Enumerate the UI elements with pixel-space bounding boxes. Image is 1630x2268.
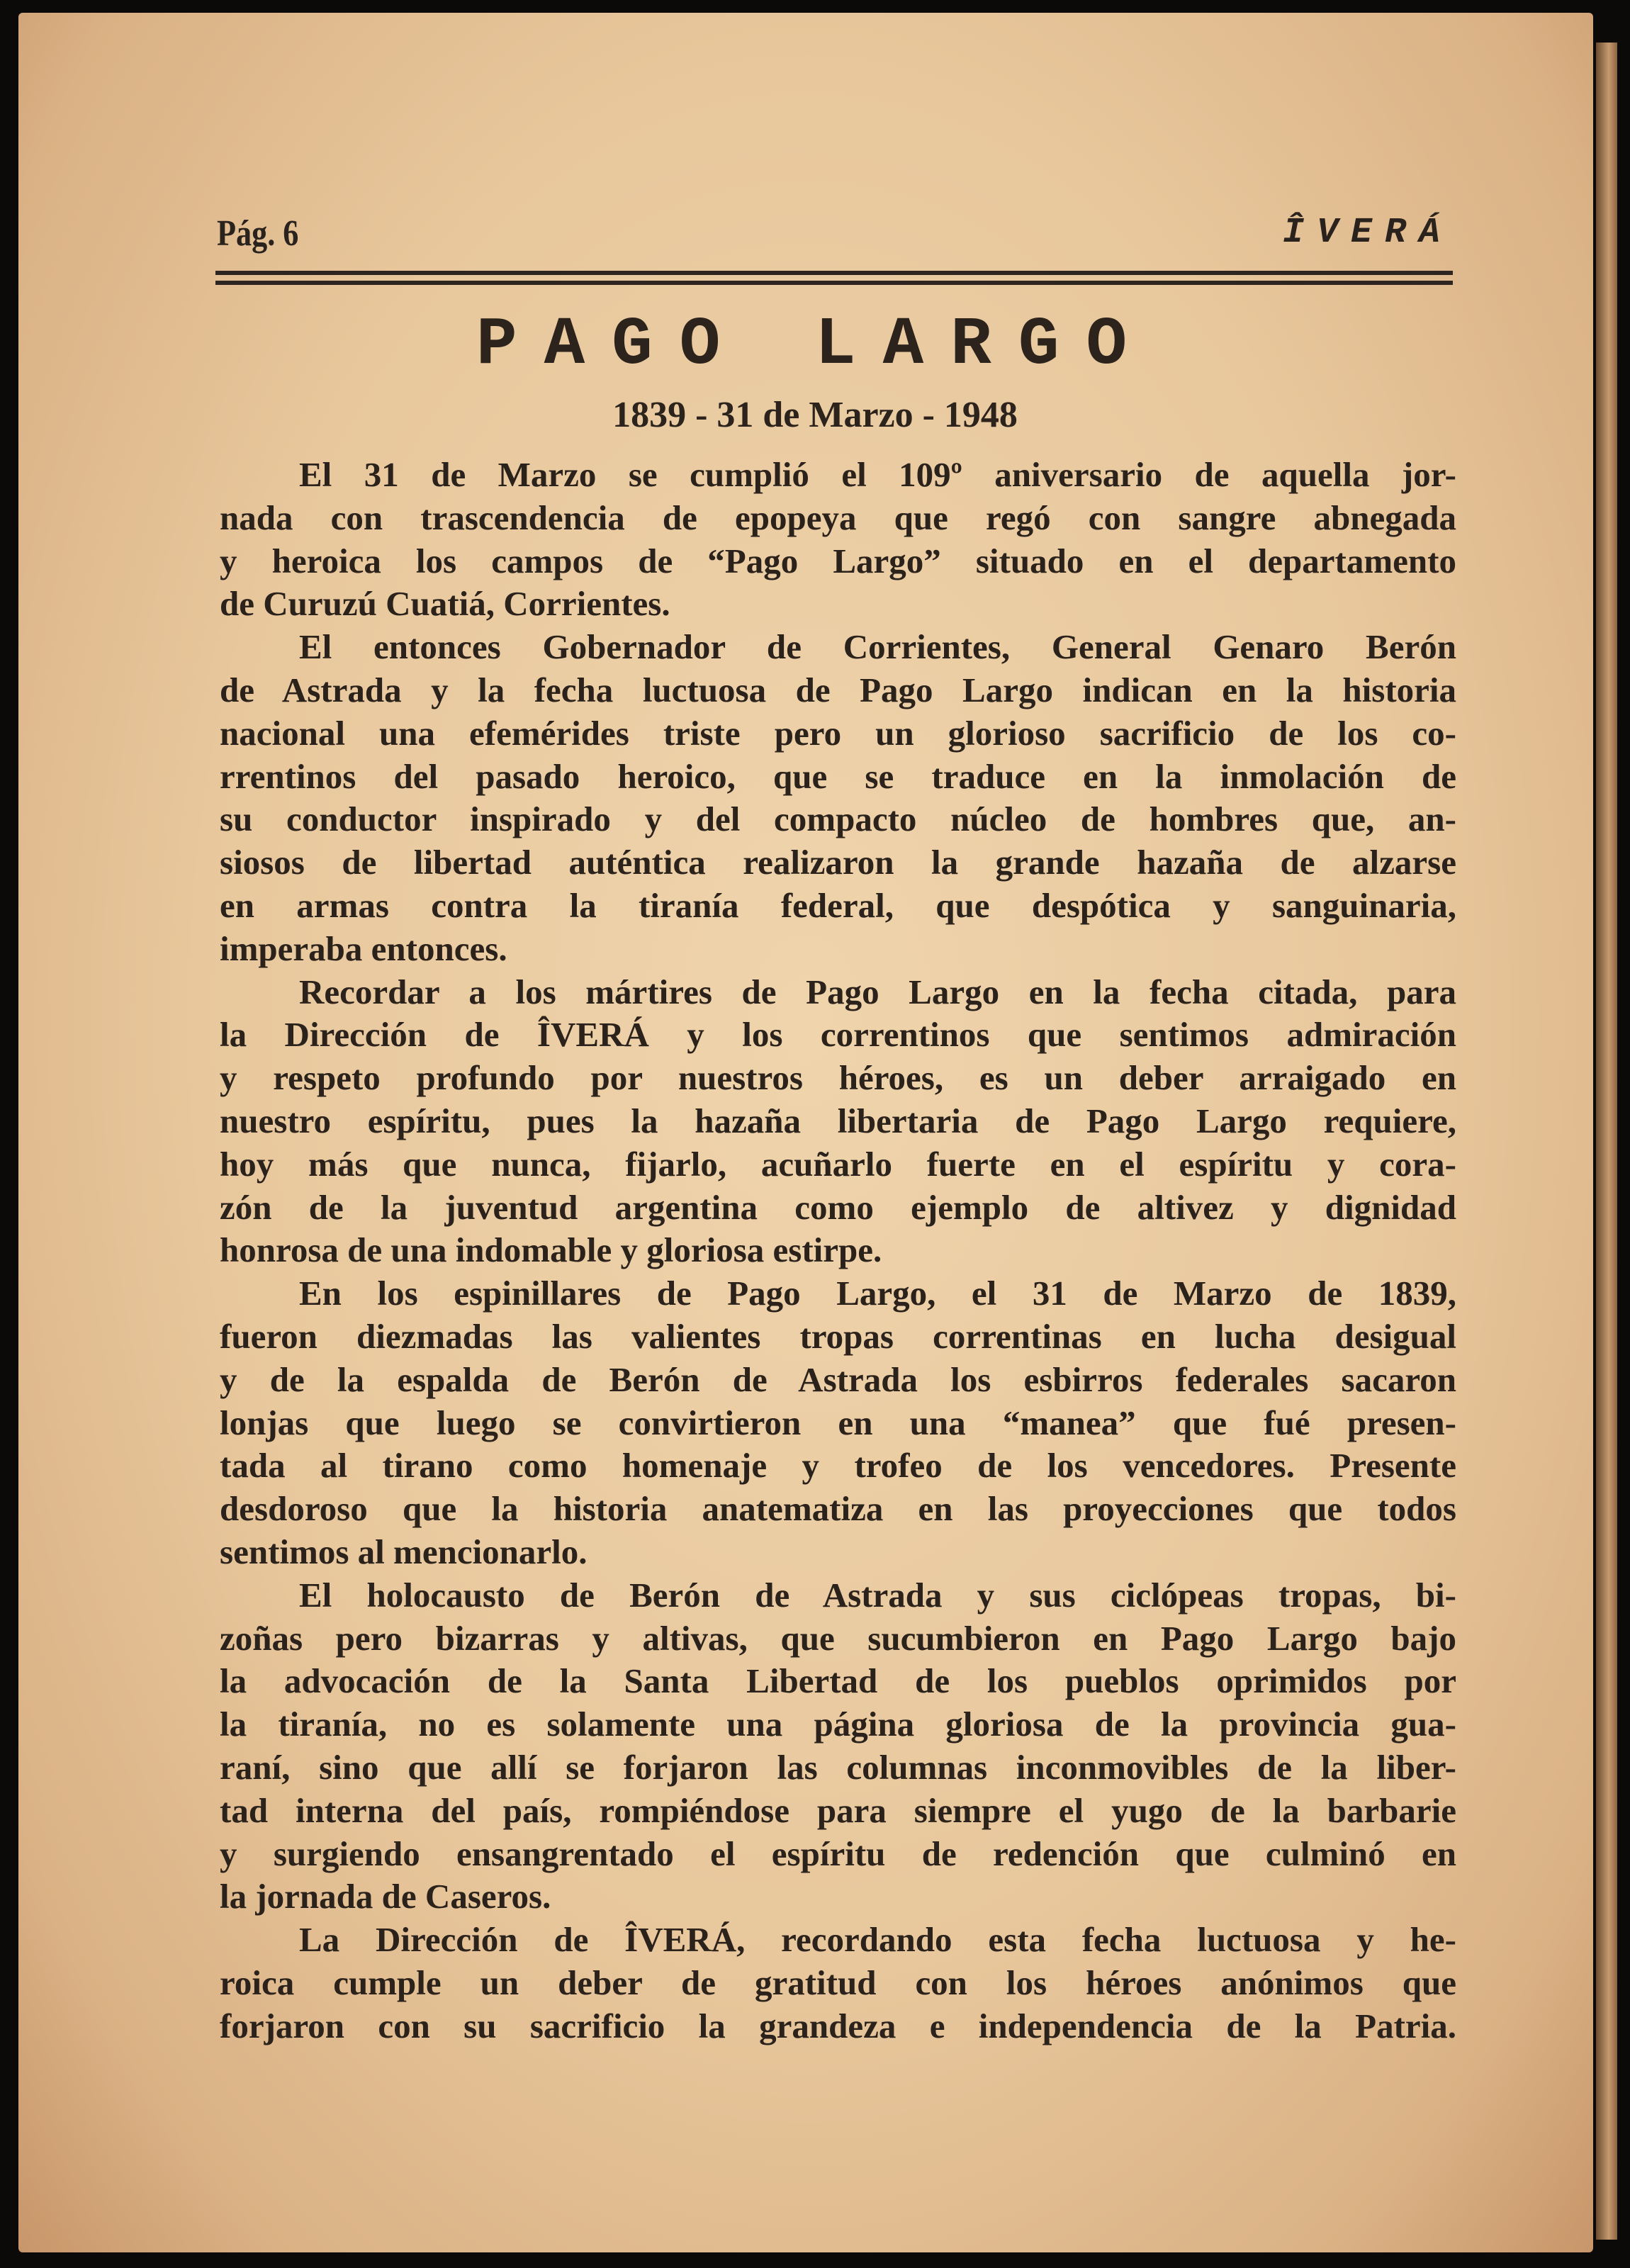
text-line: tad interna del país, rompiéndose para siempre el yugo de la barbarie <box>220 1790 1456 1830</box>
paragraph <box>220 1574 1456 1919</box>
text-line: y heroica los campos de “Pago Largo” situado en el departamento <box>220 541 1456 580</box>
text-line: nuestro espíritu, pues la hazaña libertaria de Pago Largo requiere, <box>220 1101 1456 1140</box>
text-line: nada con trascendencia de epopeya que regó con sangre abnegada <box>220 498 1456 537</box>
text-line: El holocausto de Berón de Astrada y sus ciclópeas tropas, bi- <box>299 1575 1456 1615</box>
text-line: zoñas pero bizarras y altivas, que sucumbieron en Pago Largo bajo <box>220 1618 1456 1658</box>
text-line: su conductor inspirado y del compacto núcleo de hombres que, an- <box>220 799 1456 839</box>
text-line: rrentinos del pasado heroico, que se traduce en la inmolación de <box>220 756 1456 796</box>
text-line: la advocación de la Santa Libertad de los pueblos oprimidos por <box>220 1661 1456 1701</box>
text-line: El entonces Gobernador de Corrientes, General Genaro Berón <box>299 627 1456 667</box>
article-body <box>220 454 1456 2048</box>
paragraph <box>220 454 1456 626</box>
text-line: y respeto profundo por nuestros héroes, es un deber arraigado en <box>220 1058 1456 1098</box>
text-line: roica cumple un deber de gratitud con los héroes anónimos que <box>220 1963 1456 2002</box>
article-title: PAGO LARGO <box>476 306 1154 383</box>
text-line: sentimos al mencionarlo. <box>220 1532 588 1571</box>
header-rule-top <box>215 271 1453 275</box>
paragraph <box>220 971 1456 1273</box>
paragraph <box>220 1272 1456 1574</box>
header-rule-bottom <box>215 281 1453 285</box>
text-line: nacional una efemérides triste pero un glorioso sacrificio de los co- <box>220 713 1456 753</box>
text-line: la Dirección de ÎVERÁ y los correntinos que sentimos admiración <box>220 1015 1456 1055</box>
text-line: desdoroso que la historia anatematiza en las proyecciones que todos <box>220 1489 1456 1529</box>
text-line: la jornada de Caseros. <box>220 1877 551 1916</box>
magazine-name: ÎVERÁ <box>1282 213 1453 253</box>
text-line: la tiranía, no es solamente una página gloriosa de la provincia gua- <box>220 1705 1456 1744</box>
text-line: de Curuzú Cuatiá, Corrientes. <box>220 584 670 624</box>
article-subtitle: 1839 - 31 de Marzo - 1948 <box>612 395 1018 435</box>
page-number: Pág. 6 <box>217 213 299 254</box>
text-line: honrosa de una indomable y gloriosa estirpe. <box>220 1230 882 1270</box>
text-line: forjaron con su sacrificio la grandeza e independencia de la Patria. <box>220 2006 1456 2045</box>
text-line: imperaba entonces. <box>220 928 507 968</box>
paragraph <box>220 1919 1456 2048</box>
text-line: tada al tirano como homenaje y trofeo de los vencedores. Presente <box>220 1446 1456 1486</box>
text-line: hoy más que nunca, fijarlo, acuñarlo fuerte en el espíritu y cora- <box>220 1144 1456 1184</box>
text-line: de Astrada y la fecha luctuosa de Pago Largo indican en la historia <box>220 670 1456 709</box>
text-line: El 31 de Marzo se cumplió el 109º aniversario de aquella jor- <box>299 455 1456 494</box>
text-line: Recordar a los mártires de Pago Largo en la fecha citada, para <box>299 972 1456 1011</box>
text-line: en armas contra la tiranía federal, que despótica y sanguinaria, <box>220 885 1456 925</box>
text-line: lonjas que luego se convirtieron en una “manea” que fué presen- <box>220 1403 1456 1442</box>
paragraph <box>220 626 1456 970</box>
text-line: La Dirección de ÎVERÁ, recordando esta fecha luctuosa y he- <box>299 1920 1456 1960</box>
text-line: y de la espalda de Berón de Astrada los esbirros federales sacaron <box>220 1359 1456 1399</box>
text-line: En los espinillares de Pago Largo, el 31 de Marzo de 1839, <box>299 1274 1456 1313</box>
text-line: fueron diezmadas las valientes tropas correntinas en lucha desigual <box>220 1316 1456 1356</box>
text-line: raní, sino que allí se forjaron las columnas inconmovibles de la liber- <box>220 1747 1456 1787</box>
text-line: zón de la juventud argentina como ejemplo de altivez y dignidad <box>220 1187 1456 1227</box>
text-line: y surgiendo ensangrentado el espíritu de redención que culminó en <box>220 1834 1456 1873</box>
text-line: siosos de libertad auténtica realizaron la grande hazaña de alzarse <box>220 843 1456 882</box>
